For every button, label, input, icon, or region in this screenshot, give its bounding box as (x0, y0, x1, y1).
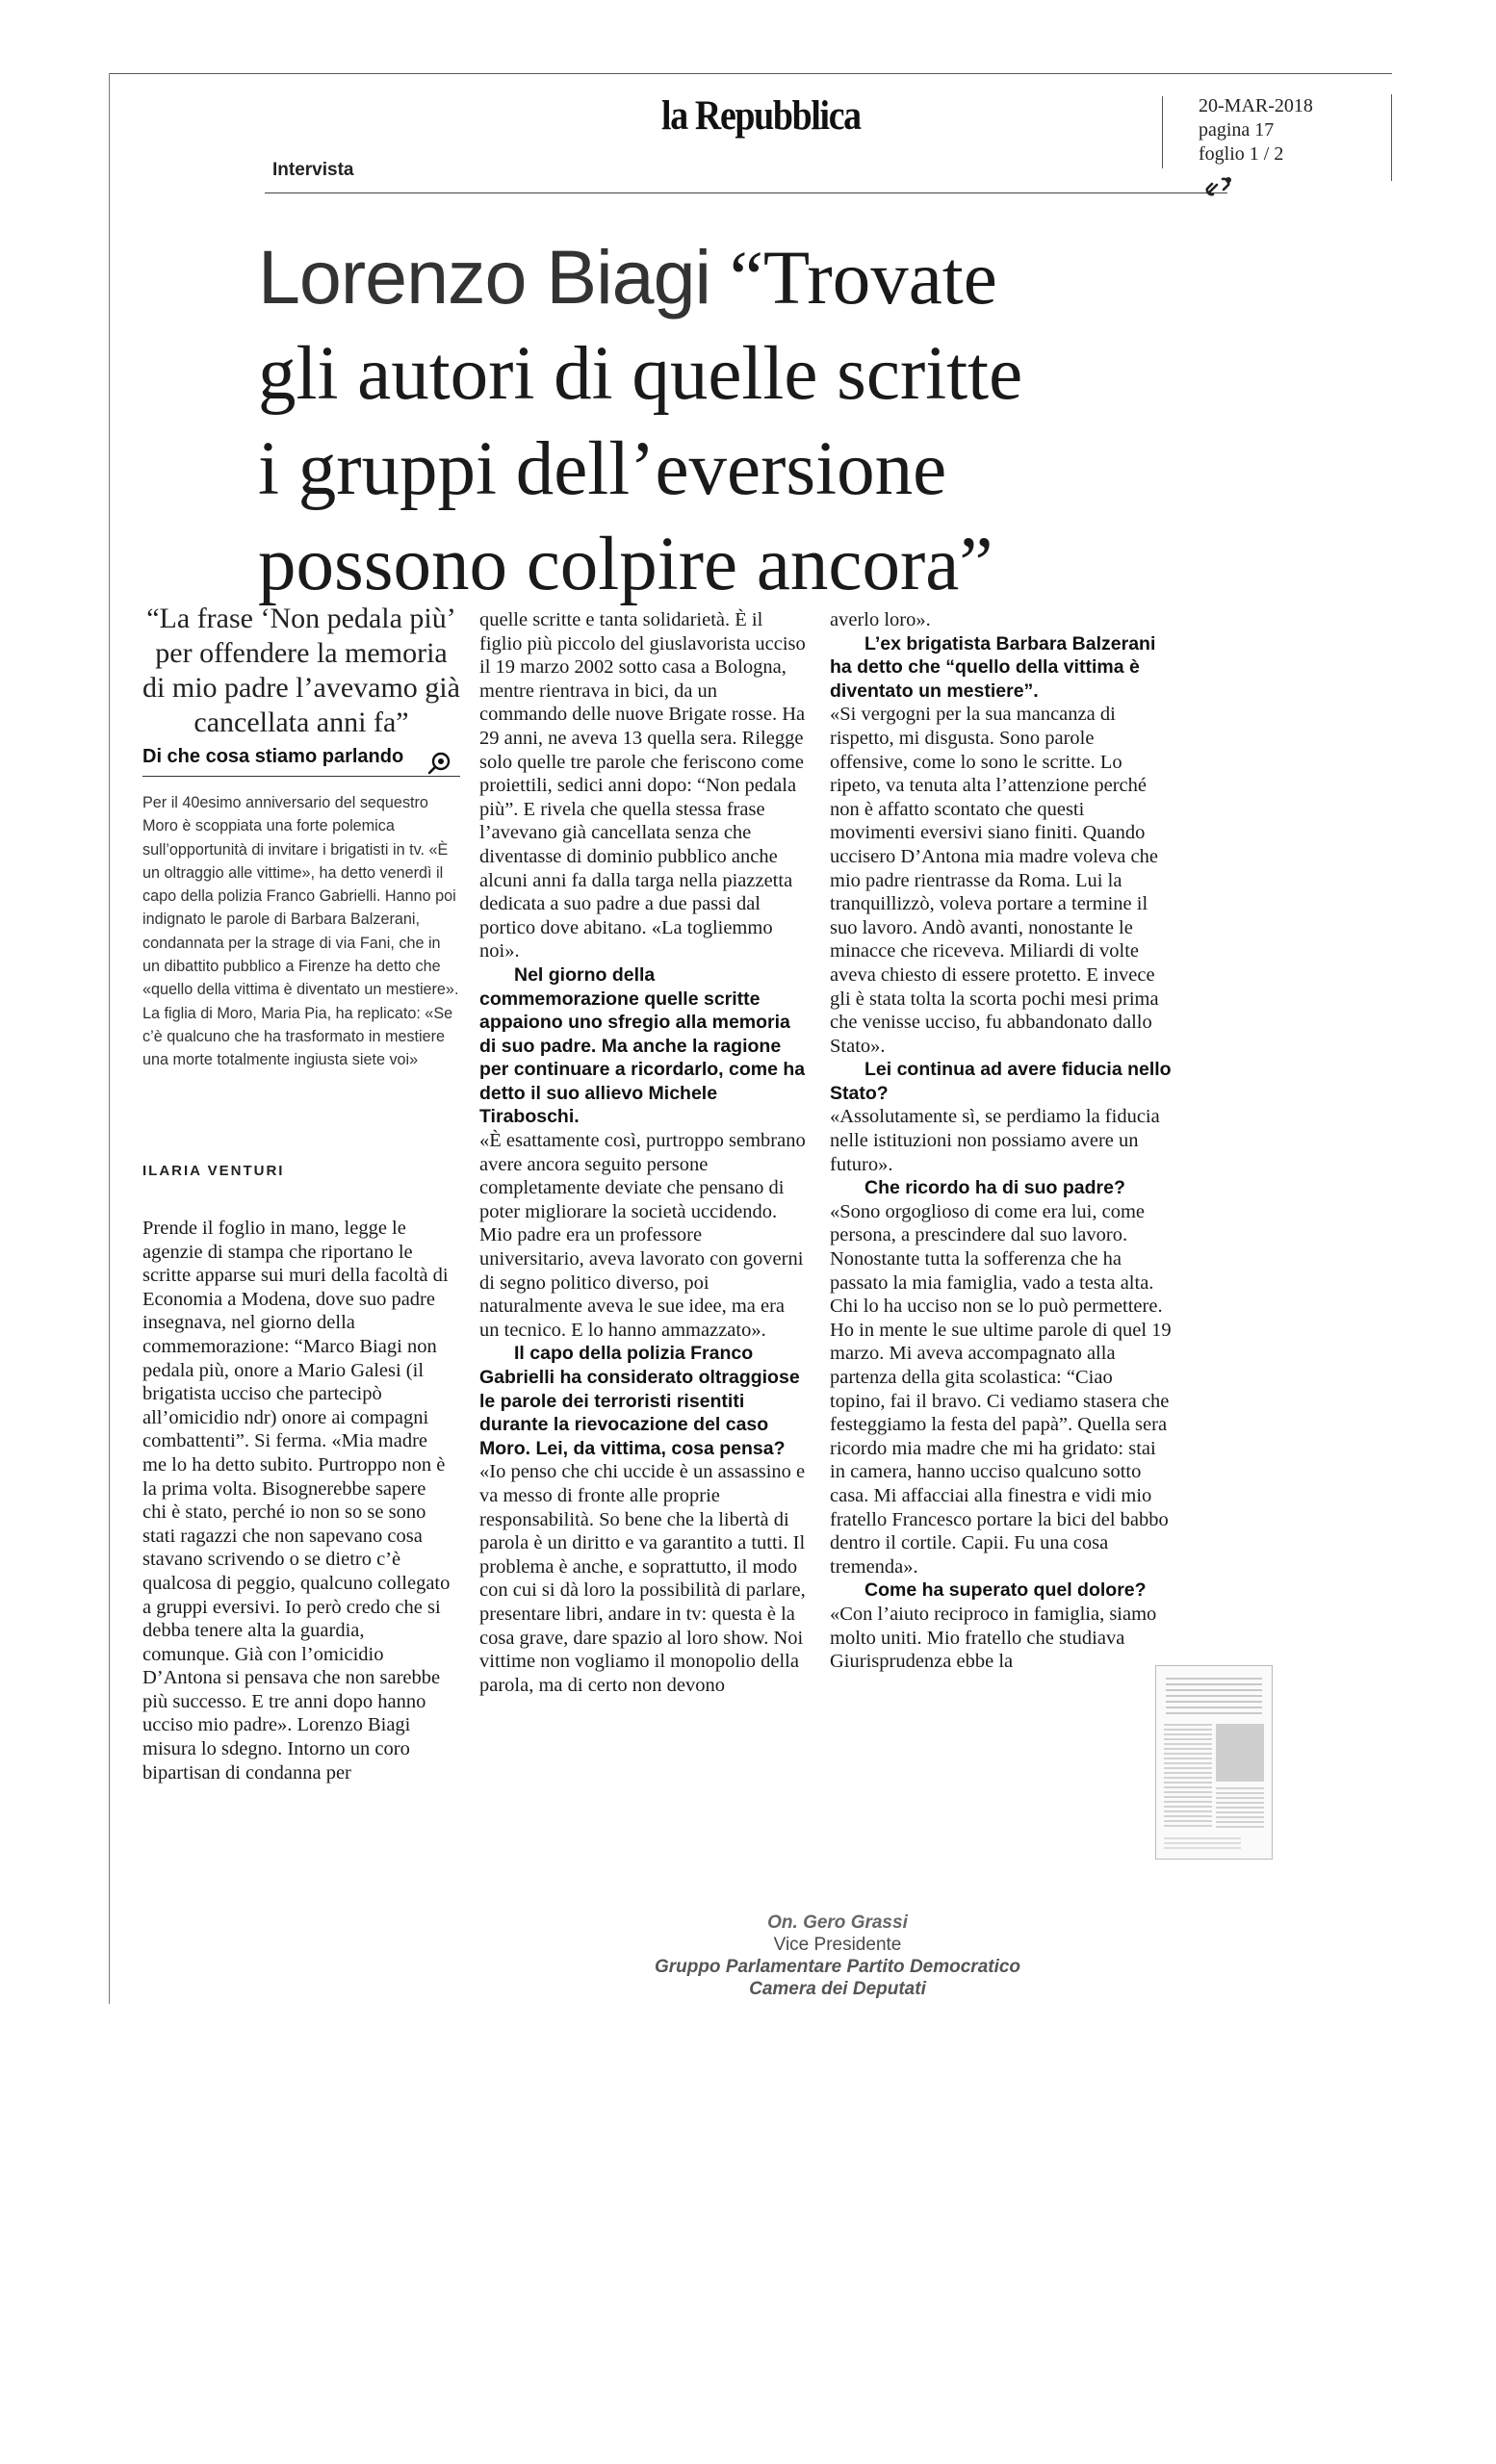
headline-line-1: “Trovate (729, 237, 997, 321)
clipping-frame-top (109, 73, 1392, 74)
box-text: Per il 40esimo anniversario del sequestro Moro è scoppiata una forte polemica sull’opportunità di invitare i brigatisti in tv. «È un oltraggio alle vittime», ha detto venerdì il capo della polizia Franco Gabrielli. Hanno poi indignato le parole di Barbara Balzerani, condannata per la strage di via Fani, che in un dibattito pubblico a Firenze ha detto che «quello della vittima è diventato un mestiere». La figlia di Moro, Maria Pia, ha replicato: «Se c’è qualcuno che ha trasformato in mestiere una morte totalmente ingiusta siete voi» (142, 794, 459, 1069)
section-label: Intervista (272, 160, 354, 180)
paragraph: «Si vergogni per la sua mancanza di rispetto, mi disgusta. Sono parole offensive, come lo sono le scritte. Lo ripeto, va tenuta alta l’attenzione perché non è affatto scontato che questi movimenti eversivi siano finiti. Quando uccisero D’Antona mia madre voleva che mio padre rientrasse da Roma. Lui la tranquillizzò, voleva portare a termine il suo lavoro. Andò avanti, nonostante le minacce che riceveva. Miliardi di volte aveva chiesto di essere protetto. E invece gli è stata tolta la scorta pochi mesi prima che venisse ucciso, fu abbandonato dallo Stato». (830, 704, 1159, 1057)
stamp-line-4: Camera dei Deputati (749, 1979, 926, 1999)
paragraph: quelle scritte e tanta solidarietà. È il figlio più piccolo del giuslavorista ucciso il 19 marzo 2002 sotto casa a Bologna, mentre rientrava in bici, da un commando delle nuove Brigate rosse. Ha 29 anni, ne aveva 13 quella sera. Rilegge solo quelle tre parole che feriscono come proiettili, sedici anni dopo: “Non pedala più”. E rivela che quella stessa frase l’avevano già cancellata senza che diventasse di dominio pubblico anche alcuni anni fa dalla targa nella piazzetta dedicata a suo padre a due passi dal portico dove abitano. «La togliemmo noi». (479, 609, 806, 962)
search-icon (426, 751, 451, 776)
headline-line-3: i gruppi dell’eversione (258, 427, 947, 511)
clipping-frame-left (109, 73, 110, 2004)
paragraph: «Io penso che chi uccide è un assassino e va messo di fronte alle proprie responsabilità. So bene che la libertà di parola è un diritto e va garantito a tutti. Il problema è anche, e soprattutto, il modo con cui si dà loro la possibilità di parlare, presentare libri, andare in tv: questa è la cosa grave, dare spazio al loro show. Noi vittime non vogliamo il monopolio della parola, ma di certo non devono (479, 1461, 806, 1696)
interview-question: L’ex brigatista Barbara Balzerani ha detto che “quello della vittima è diventato un mestiere”. (830, 632, 1156, 702)
box-rule (142, 776, 460, 777)
byline: ILARIA VENTURI (142, 1163, 285, 1179)
stamp-line-3: Gruppo Parlamentare Partito Democratico (654, 1957, 1021, 1977)
article-column-1 (142, 1217, 451, 1784)
link-icon (1203, 173, 1236, 198)
deck-quote: “La frase ‘Non pedala più’ per offendere la memoria di mio padre l’avevamo già cancellata anni fa” (142, 603, 460, 738)
headline-line-2: gli autori di quelle scritte (258, 332, 1023, 416)
headline (258, 229, 1221, 612)
clipping-meta (1199, 94, 1313, 167)
article-column-3 (830, 608, 1172, 1674)
paragraph: «È esattamente così, purtroppo sembrano avere ancora seguito persone completamente deviate che pensano di poter migliorare la società uccidendo. Mio padre era un professore universitario, aveva lavorato con governi di segno politico diverso, poi naturalmente aveva le sue idee, ma era un tecnico. E lo hanno ammazzato». (479, 1130, 806, 1341)
headline-line-4: possono colpire ancora” (258, 523, 993, 606)
interview-question: Lei continua ad avere fiducia nello Stato? (830, 1059, 1172, 1104)
paragraph: averlo loro». (830, 609, 931, 630)
paragraph: Prende il foglio in mano, legge le agenzie di stampa che riportano le scritte apparse sui muri della facoltà di Economia a Modena, dove suo padre insegnava, nel giorno della commemorazione: “Marco Biagi non pedala più, onore a Mario Galesi (il brigatista ucciso che partecipò all’omicidio ndr) onore ai compagni combattenti”. Si ferma. «Mia madre me lo ha detto subito. Purtroppo non è la prima volta. Bisognerebbe sapere chi è stato, perché io non so se sono stati ragazzi che non sapevano cosa stavano scrivendo o se dietro c’è qualcosa di peggio, qualcuno collegato a gruppi eversivi. Io però credo che si debba tenere alta la guardia, comunque. Già con l’omicidio D’Antona si pensava che non sarebbe più successo. E tre anni dopo hanno ucciso mio padre». Lorenzo Biagi misura lo sdegno. Intorno un coro bipartisan di condanna per (142, 1218, 451, 1784)
box-title: Di che cosa stiamo parlando (142, 746, 404, 767)
paragraph: «Con l’aiuto reciproco in famiglia, siamo molto uniti. Mio fratello che studiava Giurisprudenza ebbe la (830, 1603, 1157, 1673)
article-column-2 (479, 608, 807, 1697)
section-rule (265, 192, 1227, 193)
clipping-sheet: foglio 1 / 2 (1199, 143, 1284, 165)
stamp-line-1: On. Gero Grassi (767, 1912, 908, 1933)
interview-question: Nel giorno della commemorazione quelle scritte appaiono uno sfregio alla memoria di suo padre. Ma anche la ragione per continuare a ricordarlo, come ha detto il suo allievo Michele Tiraboschi. (479, 963, 806, 1128)
clipping-date: 20-MAR-2018 (1199, 95, 1313, 116)
interview-question: Che ricordo ha di suo padre? (864, 1177, 1125, 1199)
stamp-line-2: Vice Presidente (773, 1935, 902, 1955)
interview-question: Come ha superato quel dolore? (864, 1579, 1147, 1602)
office-stamp (616, 1912, 1059, 2000)
interview-question: Il capo della polizia Franco Gabrielli ha considerato oltraggiose le parole dei terroristi risentiti durante la rievocazione del caso Moro. Lei, da vittima, cosa pensa? (479, 1343, 800, 1459)
clipping-page: pagina 17 (1199, 119, 1275, 141)
masthead-logo: la Repubblica (661, 93, 861, 139)
paragraph: «Assolutamente sì, se perdiamo la fiducia nelle istituzioni non possiamo avere un futuro». (830, 1106, 1160, 1175)
headline-name: Lorenzo Biagi (258, 234, 711, 320)
page-thumbnail (1155, 1665, 1273, 1860)
paragraph: «Sono orgoglioso di come era lui, come persona, a prescindere dal suo lavoro. Nonostante tutta la sofferenza che ha passato la mia famiglia, vado a testa alta. Chi lo ha ucciso non se lo può permettere. Ho in mente le sue ultime parole di quel 19 marzo. Mi aveva accompagnato alla partenza della gita scolastica: “Ciao topino, fai il bravo. Ci vediamo stasera che festeggiamo la festa del papà”. Quella sera ricordo mia madre che mi ha gridato: stai in camera, hanno ucciso qualcuno sotto casa. Mi affacciai alla finestra e vidi mio fratello Francesco portare la bici del babbo dentro il cortile. Capii. Fu una cosa tremenda». (830, 1200, 1172, 1578)
